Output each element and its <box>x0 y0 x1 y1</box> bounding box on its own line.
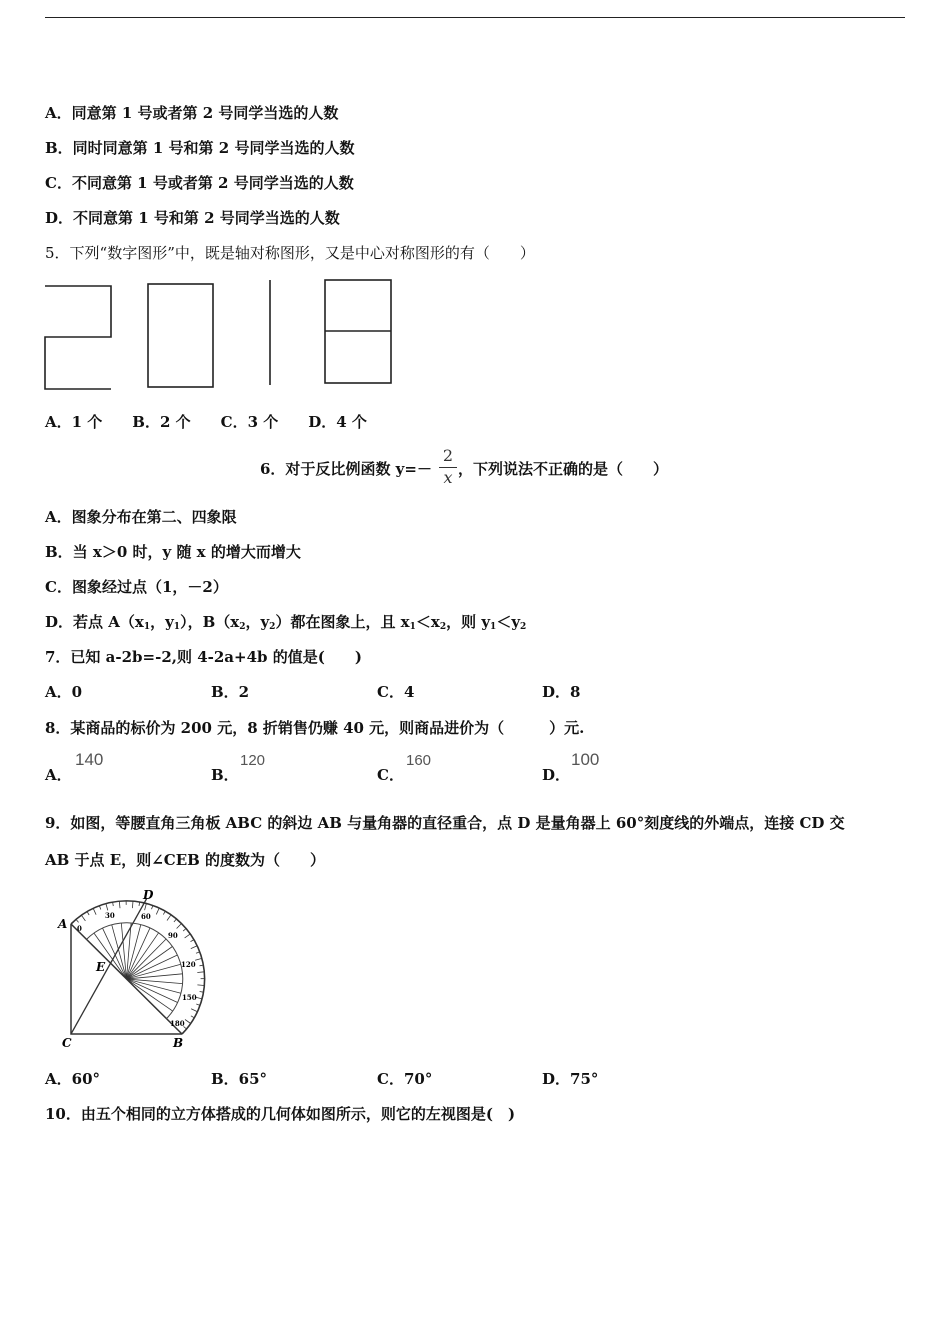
label-B: B <box>173 1036 184 1050</box>
protractor-tick <box>163 911 165 914</box>
q7-option-c: C．4 <box>377 683 415 701</box>
tick-label-120: 120 <box>181 960 196 969</box>
q6-option-d: D．若点 $A(x_1$，$y_1$），$B(x_2$，$y_2$）都在图象上，且 $x_1<x_2$，则 $y_1<y_2$ <box>45 613 527 632</box>
q8-option-c-label: C． <box>377 766 404 784</box>
q9-option-c: C．70° <box>377 1070 433 1088</box>
q7-stem: 7．已知 a-2b=-2,则 4-2a+4b 的值是( ) <box>45 648 362 666</box>
q9-option-b: B．65° <box>211 1070 268 1088</box>
label-D: D <box>143 888 154 902</box>
tick-label-30: 30 <box>105 911 115 920</box>
q7-option-b: B．2 <box>211 683 250 701</box>
q6-stem-prefix: 6．对于反比例函数 y=－ <box>260 460 432 478</box>
diameter-ab <box>71 924 182 1034</box>
protractor-tick <box>145 903 147 910</box>
q9-stem-line2: AB 于点 E，则∠CEB 的度数为（ ） <box>45 851 326 869</box>
q9-stem-line1: 9．如图，等腰直角三角板 ABC 的斜边 AB 与量角器的直径重合，点 D 是量角器上 60°刻度线的外端点，连接 CD 交 <box>45 814 845 832</box>
protractor-tick <box>183 929 186 932</box>
q6-option-a: A．图象分布在第二、四象限 <box>45 508 237 526</box>
label-E: E <box>96 960 106 974</box>
protractor-ray <box>127 939 167 979</box>
q6-stem-suffix: ，下列说法不正确的是（ ） <box>458 460 669 478</box>
q6-frac-num: 2 <box>442 446 454 465</box>
protractor-tick <box>197 972 204 973</box>
protractor-tick <box>191 1009 197 1012</box>
q6-option-c: C．图象经过点（1，－2） <box>45 578 228 596</box>
protractor-tick <box>174 919 177 922</box>
q7-option-d: D．8 <box>542 683 581 701</box>
protractor-tick <box>132 901 133 908</box>
q5-stem: 5．下列“数字图形”中，既是轴对称图形，又是中心对称图形的有（ ） <box>45 244 535 262</box>
label-C: C <box>62 1036 72 1050</box>
q8-option-b-value: 120 <box>240 752 266 769</box>
q6-frac-den: x <box>443 468 453 487</box>
q4-option-c: C．不同意第 1 号或者第 2 号同学当选的人数 <box>45 174 354 192</box>
label-A: A <box>58 917 68 931</box>
q4-option-d: D．不同意第 1 号和第 2 号同学当选的人数 <box>45 209 340 227</box>
q10-stem: 10．由五个相同的立方体搭成的几何体如图所示，则它的左视图是( ) <box>45 1105 516 1123</box>
q5-options: A．1 个 B．2 个 C．3 个 D．4 个 <box>45 413 367 431</box>
q8-option-c-value: 160 <box>406 752 432 769</box>
q9-option-a: A．60° <box>45 1070 101 1088</box>
tick-label-90: 90 <box>168 931 178 940</box>
protractor-tick <box>177 924 182 929</box>
q8-option-d-value: 100 <box>571 750 600 769</box>
q4-option-a: A．同意第 1 号或者第 2 号同学当选的人数 <box>45 104 339 122</box>
protractor-tick <box>119 901 120 908</box>
tick-label-180: 180 <box>170 1019 185 1028</box>
q8-option-a-value: 140 <box>75 750 104 769</box>
protractor-tick <box>76 919 79 922</box>
protractor-tick <box>156 908 159 914</box>
protractor-ray <box>127 933 159 979</box>
header-rule <box>45 17 905 18</box>
tick-label-60: 60 <box>141 912 151 921</box>
protractor-tick <box>185 934 191 938</box>
protractor-tick <box>191 1016 194 1018</box>
protractor-tick <box>87 912 89 916</box>
q5-digit-figure <box>44 278 396 394</box>
q4-option-b: B．同时同意第 1 号和第 2 号同学当选的人数 <box>45 139 355 157</box>
protractor-tick <box>81 915 85 921</box>
protractor-ray <box>127 979 173 1011</box>
q8-option-d-label: D． <box>542 766 571 784</box>
q8-option-b-label: B． <box>211 766 239 784</box>
protractor-tick <box>195 958 202 960</box>
q9-option-d: D．75° <box>542 1070 599 1088</box>
tick-label-0: 0 <box>77 924 82 933</box>
protractor-tick <box>106 904 108 911</box>
q7-option-a: A．0 <box>45 683 83 701</box>
protractor-tick <box>167 915 171 921</box>
protractor-tick <box>185 1020 191 1024</box>
protractor-tick <box>93 908 96 914</box>
q6-fraction <box>439 446 457 487</box>
q8-stem: 8．某商品的标价为 200 元，8 折销售仍赚 40 元，则商品进价为（ ）元. <box>45 719 585 737</box>
tick-label-150: 150 <box>182 993 197 1002</box>
q6-option-b: B．当 x＞0 时，y 随 x 的增大而增大 <box>45 543 301 561</box>
q8-option-a-label: A． <box>45 766 72 784</box>
protractor-tick <box>191 940 195 942</box>
q9-protractor-figure <box>52 884 222 1054</box>
protractor-tick <box>191 946 197 949</box>
protractor-tick <box>197 985 204 986</box>
